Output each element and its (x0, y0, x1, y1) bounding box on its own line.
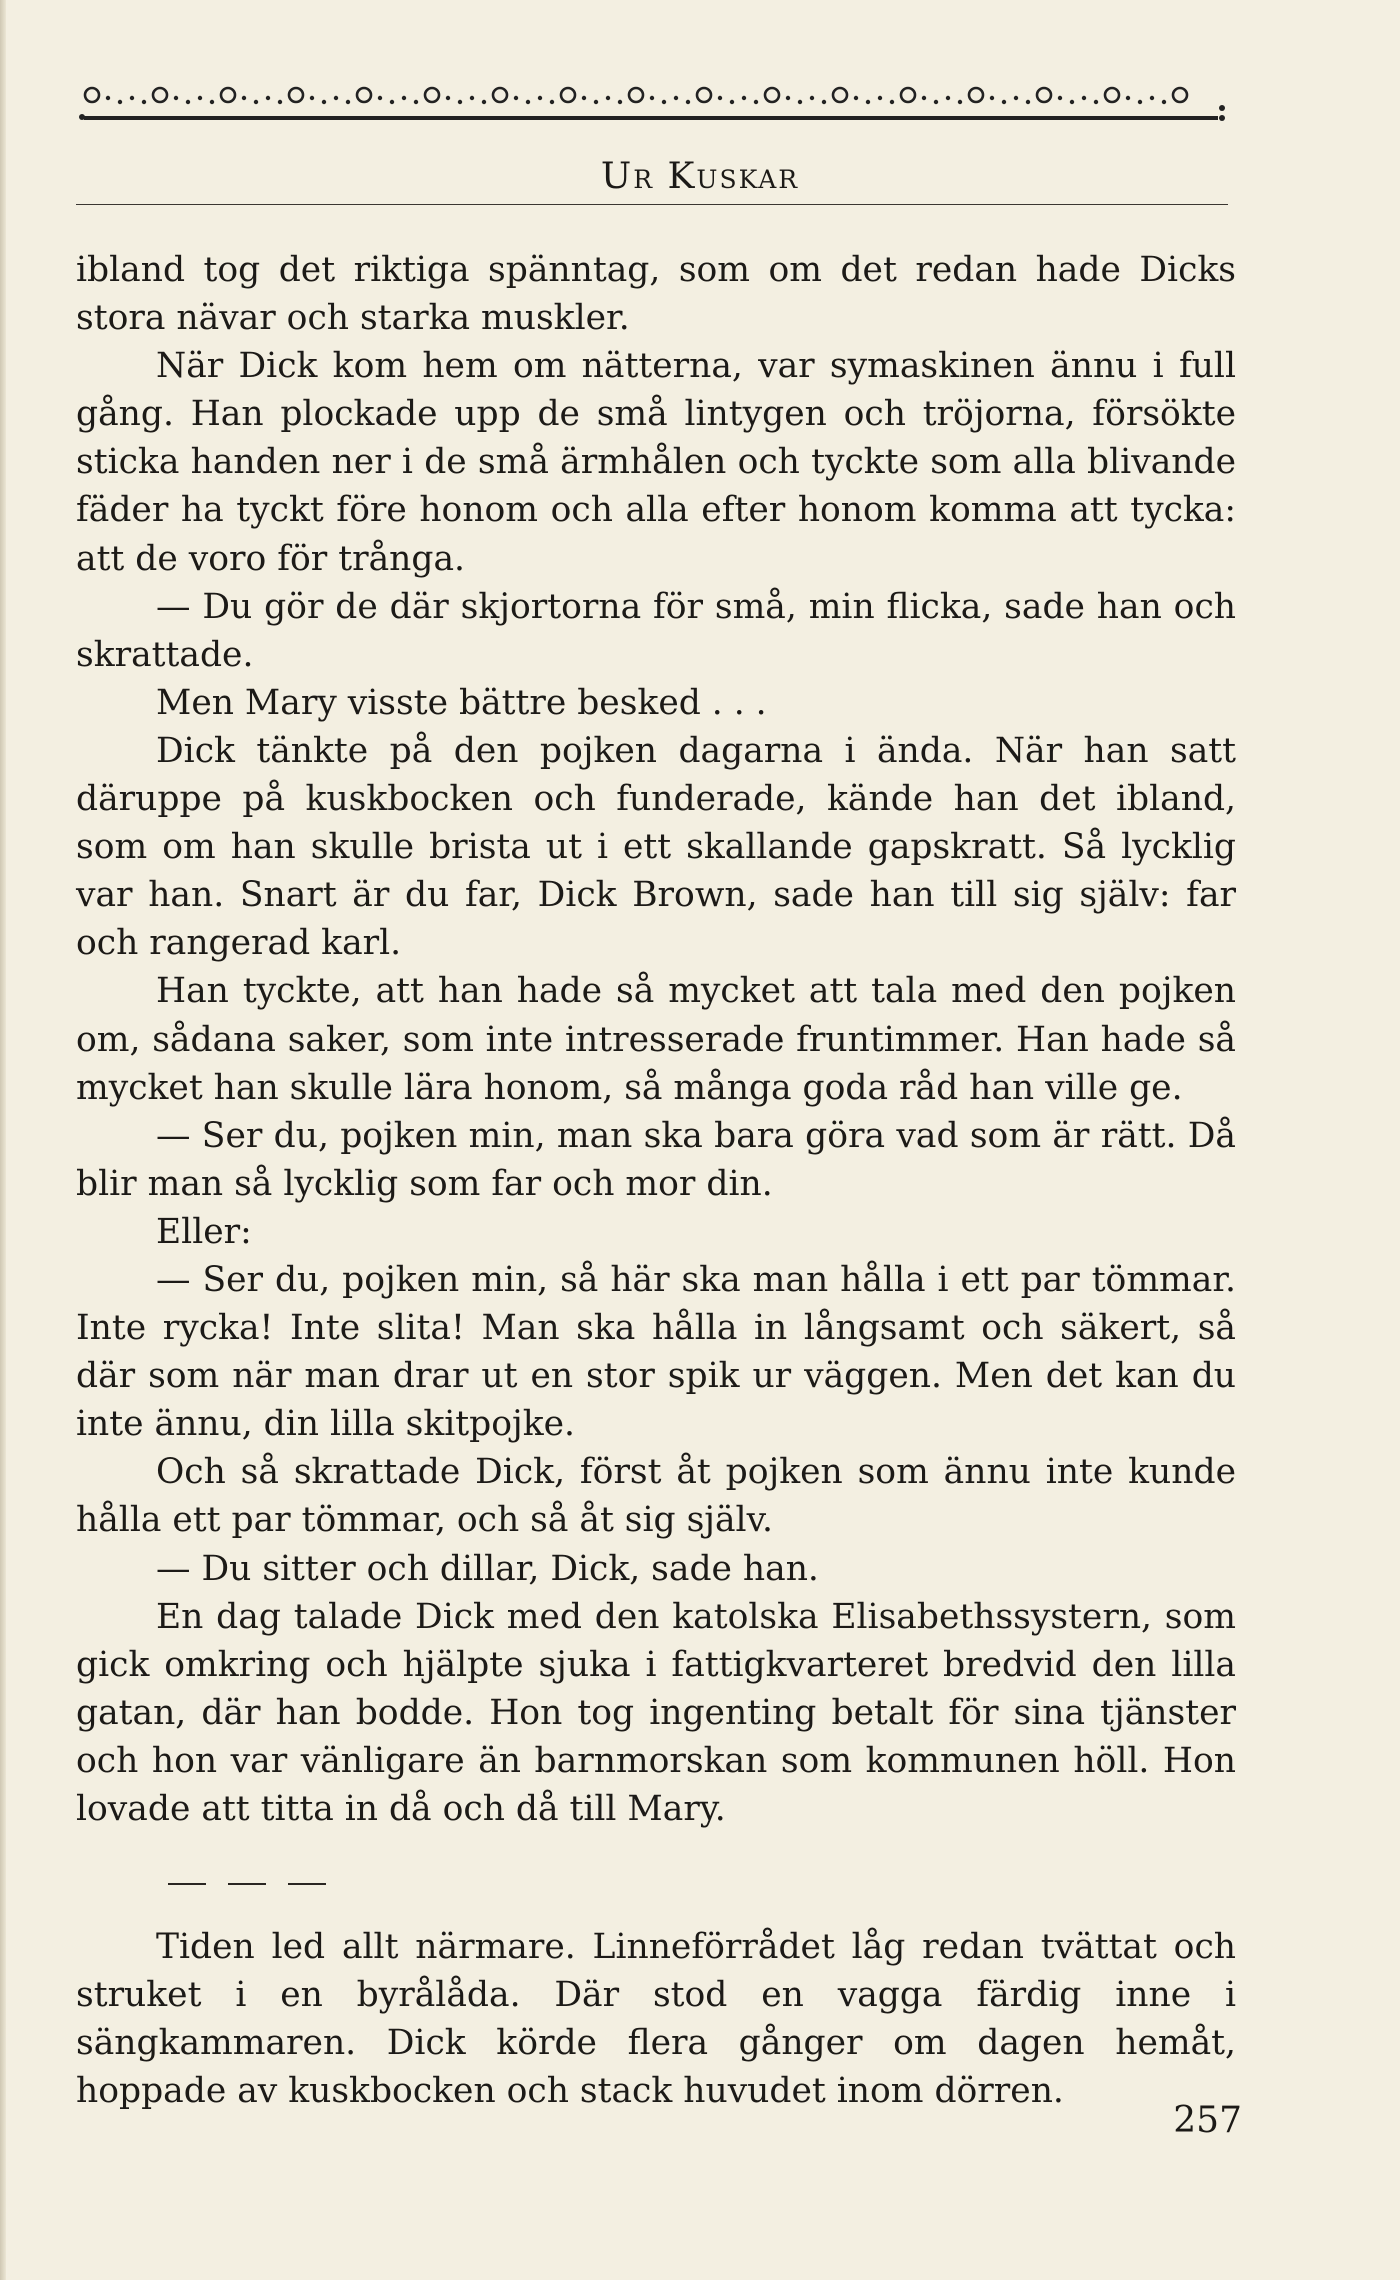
ornament-dot (470, 96, 474, 100)
ornament-dot (482, 100, 486, 104)
ornament-dot (754, 100, 758, 104)
ornament-ring (153, 88, 167, 102)
ornament-dot (550, 100, 554, 104)
paragraph: Han tyckte, att han hade så mycket att tala med den pojken om, sådana saker, som inte intresserade fruntimmer. Han hade så mycket han skulle lära honom, så många goda råd han ville ge. (76, 971, 1236, 1108)
ornament-dot (414, 100, 418, 104)
ornament-dot (662, 100, 666, 104)
ornament-dot (582, 96, 586, 100)
ornament-dot (390, 100, 394, 104)
ornament-dot (1126, 96, 1130, 100)
ornament-dot (878, 96, 882, 100)
ornament-ring (1105, 88, 1119, 102)
ornament-dot (346, 100, 350, 104)
ornament-dot (254, 100, 258, 104)
paragraph: — Du sitter och dillar, Dick, sade han. (156, 1548, 819, 1589)
ornament-dot (946, 96, 950, 100)
ornament-dot (210, 100, 214, 104)
ornament-dot (822, 100, 826, 104)
paragraph: Eller: (156, 1211, 252, 1252)
ornament-dot (718, 96, 722, 100)
ornament-ring (221, 88, 235, 102)
ornament-ring (85, 88, 99, 102)
ornament-ring (493, 88, 507, 102)
ornament-svg (78, 80, 1228, 126)
ornament-dot (458, 100, 462, 104)
ornament-ring (697, 88, 711, 102)
ornament-dot (1082, 96, 1086, 100)
ornament-ring (969, 88, 983, 102)
paragraph: När Dick kom hem om nätterna, var symaskinen ännu i full gång. Han plockade upp de små lintygen och tröjorna, försökte sticka handen ner i de små ärmhålen och tyckte som alla blivande fäder ha tyckt före honom och alla efter honom komma att tycka: att de voro för trånga. (76, 346, 1236, 579)
ornament-ring (357, 88, 371, 102)
ornament-ring (561, 88, 575, 102)
ornament-dot (1058, 96, 1062, 100)
ornament-dot (278, 100, 282, 104)
ornament-dot (310, 96, 314, 100)
ornament-dot (1014, 96, 1018, 100)
ornament-dot (730, 100, 734, 104)
ornament-dot (242, 96, 246, 100)
decorative-border (78, 80, 1228, 126)
ornament-dot (378, 96, 382, 100)
ornament-dot (118, 100, 122, 104)
ornament-dot (742, 96, 746, 100)
paragraph: En dag talade Dick med den katolska Elisabethssystern, som gick omkring och hjälpte sjuka i fattigkvarteret bredvid den lilla gatan, där han bodde. Hon tog ingenting betalt för sina tjänster och hon var vänligare än barnmorskan som kommunen höll. Hon lovade att titta in då och då till Mary. (76, 1596, 1236, 1829)
ornament-dot (1002, 100, 1006, 104)
paragraph: — Ser du, pojken min, man ska bara göra vad som är rätt. Då blir man så lycklig som far och mor din. (76, 1115, 1236, 1204)
ornament-dot (1150, 96, 1154, 100)
ornament-dot (538, 96, 542, 100)
ornament-dot (1094, 100, 1098, 104)
ornament-dot (786, 96, 790, 100)
ornament-dot (606, 96, 610, 100)
ornament-ring (901, 88, 915, 102)
paragraph: — Du gör de där skjortorna för små, min flicka, sade han och skrattade. (76, 586, 1236, 675)
ornament-ring (629, 88, 643, 102)
ornament-dot (810, 96, 814, 100)
ornament-dot (142, 100, 146, 104)
ornament-dot (1070, 100, 1074, 104)
ornament-dot (594, 100, 598, 104)
ornament-dot (854, 96, 858, 100)
break-dash (168, 1883, 206, 1885)
main-text (76, 246, 1236, 2115)
ornament-dot (402, 96, 406, 100)
ornament-dot (514, 96, 518, 100)
ornament-dot (958, 100, 962, 104)
paragraph: Men Mary visste bättre besked . . . (156, 682, 767, 723)
break-dash (288, 1883, 326, 1885)
ornament-dot (186, 100, 190, 104)
paragraph: — Ser du, pojken min, så här ska man hålla i ett par tömmar. Inte rycka! Inte slita! Man ska hålla in långsamt och säkert, så där som när man drar ut en stor spik ur väggen. Men det kan du inte ännu, din lilla skitpojke. (76, 1259, 1236, 1445)
ornament-dot (334, 96, 338, 100)
ornament-dot (1162, 100, 1166, 104)
ornament-dot (686, 100, 690, 104)
ornament-dot (130, 96, 134, 100)
paragraph: Och så skrattade Dick, först åt pojken som ännu inte kunde hålla ett par tömmar, och så åt sig själv. (76, 1452, 1236, 1541)
ornament-ring (833, 88, 847, 102)
ornament-dot (322, 100, 326, 104)
paragraph: ibland tog det riktiga spänntag, som om det redan hade Dicks stora nävar och starka muskler. (76, 250, 1236, 339)
page-number: 257 (1173, 2100, 1242, 2141)
ornament-dot (674, 96, 678, 100)
ornament-dot (922, 96, 926, 100)
running-head: Ur Kuskar (600, 156, 800, 197)
paragraph: Dick tänkte på den pojken dagarna i ända. När han satt däruppe på kuskbocken och funderade, kände han det ibland, som om han skulle brista ut i ett skallande gapskratt. Så lycklig var han. Snart är du far, Dick Brown, sade han till sig själv: far och rangerad karl. (76, 730, 1236, 964)
ornament-dot (446, 96, 450, 100)
page-edge (0, 0, 6, 2280)
ornament-dot (618, 100, 622, 104)
ornament-dot (266, 96, 270, 100)
ornament-dot (650, 96, 654, 100)
ornament-dot (526, 100, 530, 104)
ornament-dot (1026, 100, 1030, 104)
section-break (76, 1869, 1236, 1903)
ornament-dot (174, 96, 178, 100)
ornament-dot (990, 96, 994, 100)
break-dash (228, 1883, 266, 1885)
ornament-ring (765, 88, 779, 102)
ornament-dot (198, 96, 202, 100)
ornament-dot (798, 100, 802, 104)
ornament-dot (934, 100, 938, 104)
paragraph: Tiden led allt närmare. Linneförrådet låg redan tvättat och struket i en byrålåda. Där stod en vagga färdig inne i sängkammaren. Dick körde flera gånger om dagen hemåt, hoppade av kuskbocken och stack huvudet inom dörren. (76, 1927, 1236, 2112)
header-rule (76, 204, 1228, 205)
ornament-ring (1037, 88, 1051, 102)
ornament-dot (866, 100, 870, 104)
ornament-dot (890, 100, 894, 104)
ornament-ring (289, 88, 303, 102)
ornament-ring (425, 88, 439, 102)
ornament-dot (106, 96, 110, 100)
ornament-dot (1138, 100, 1142, 104)
ornament-ring (1173, 88, 1187, 102)
